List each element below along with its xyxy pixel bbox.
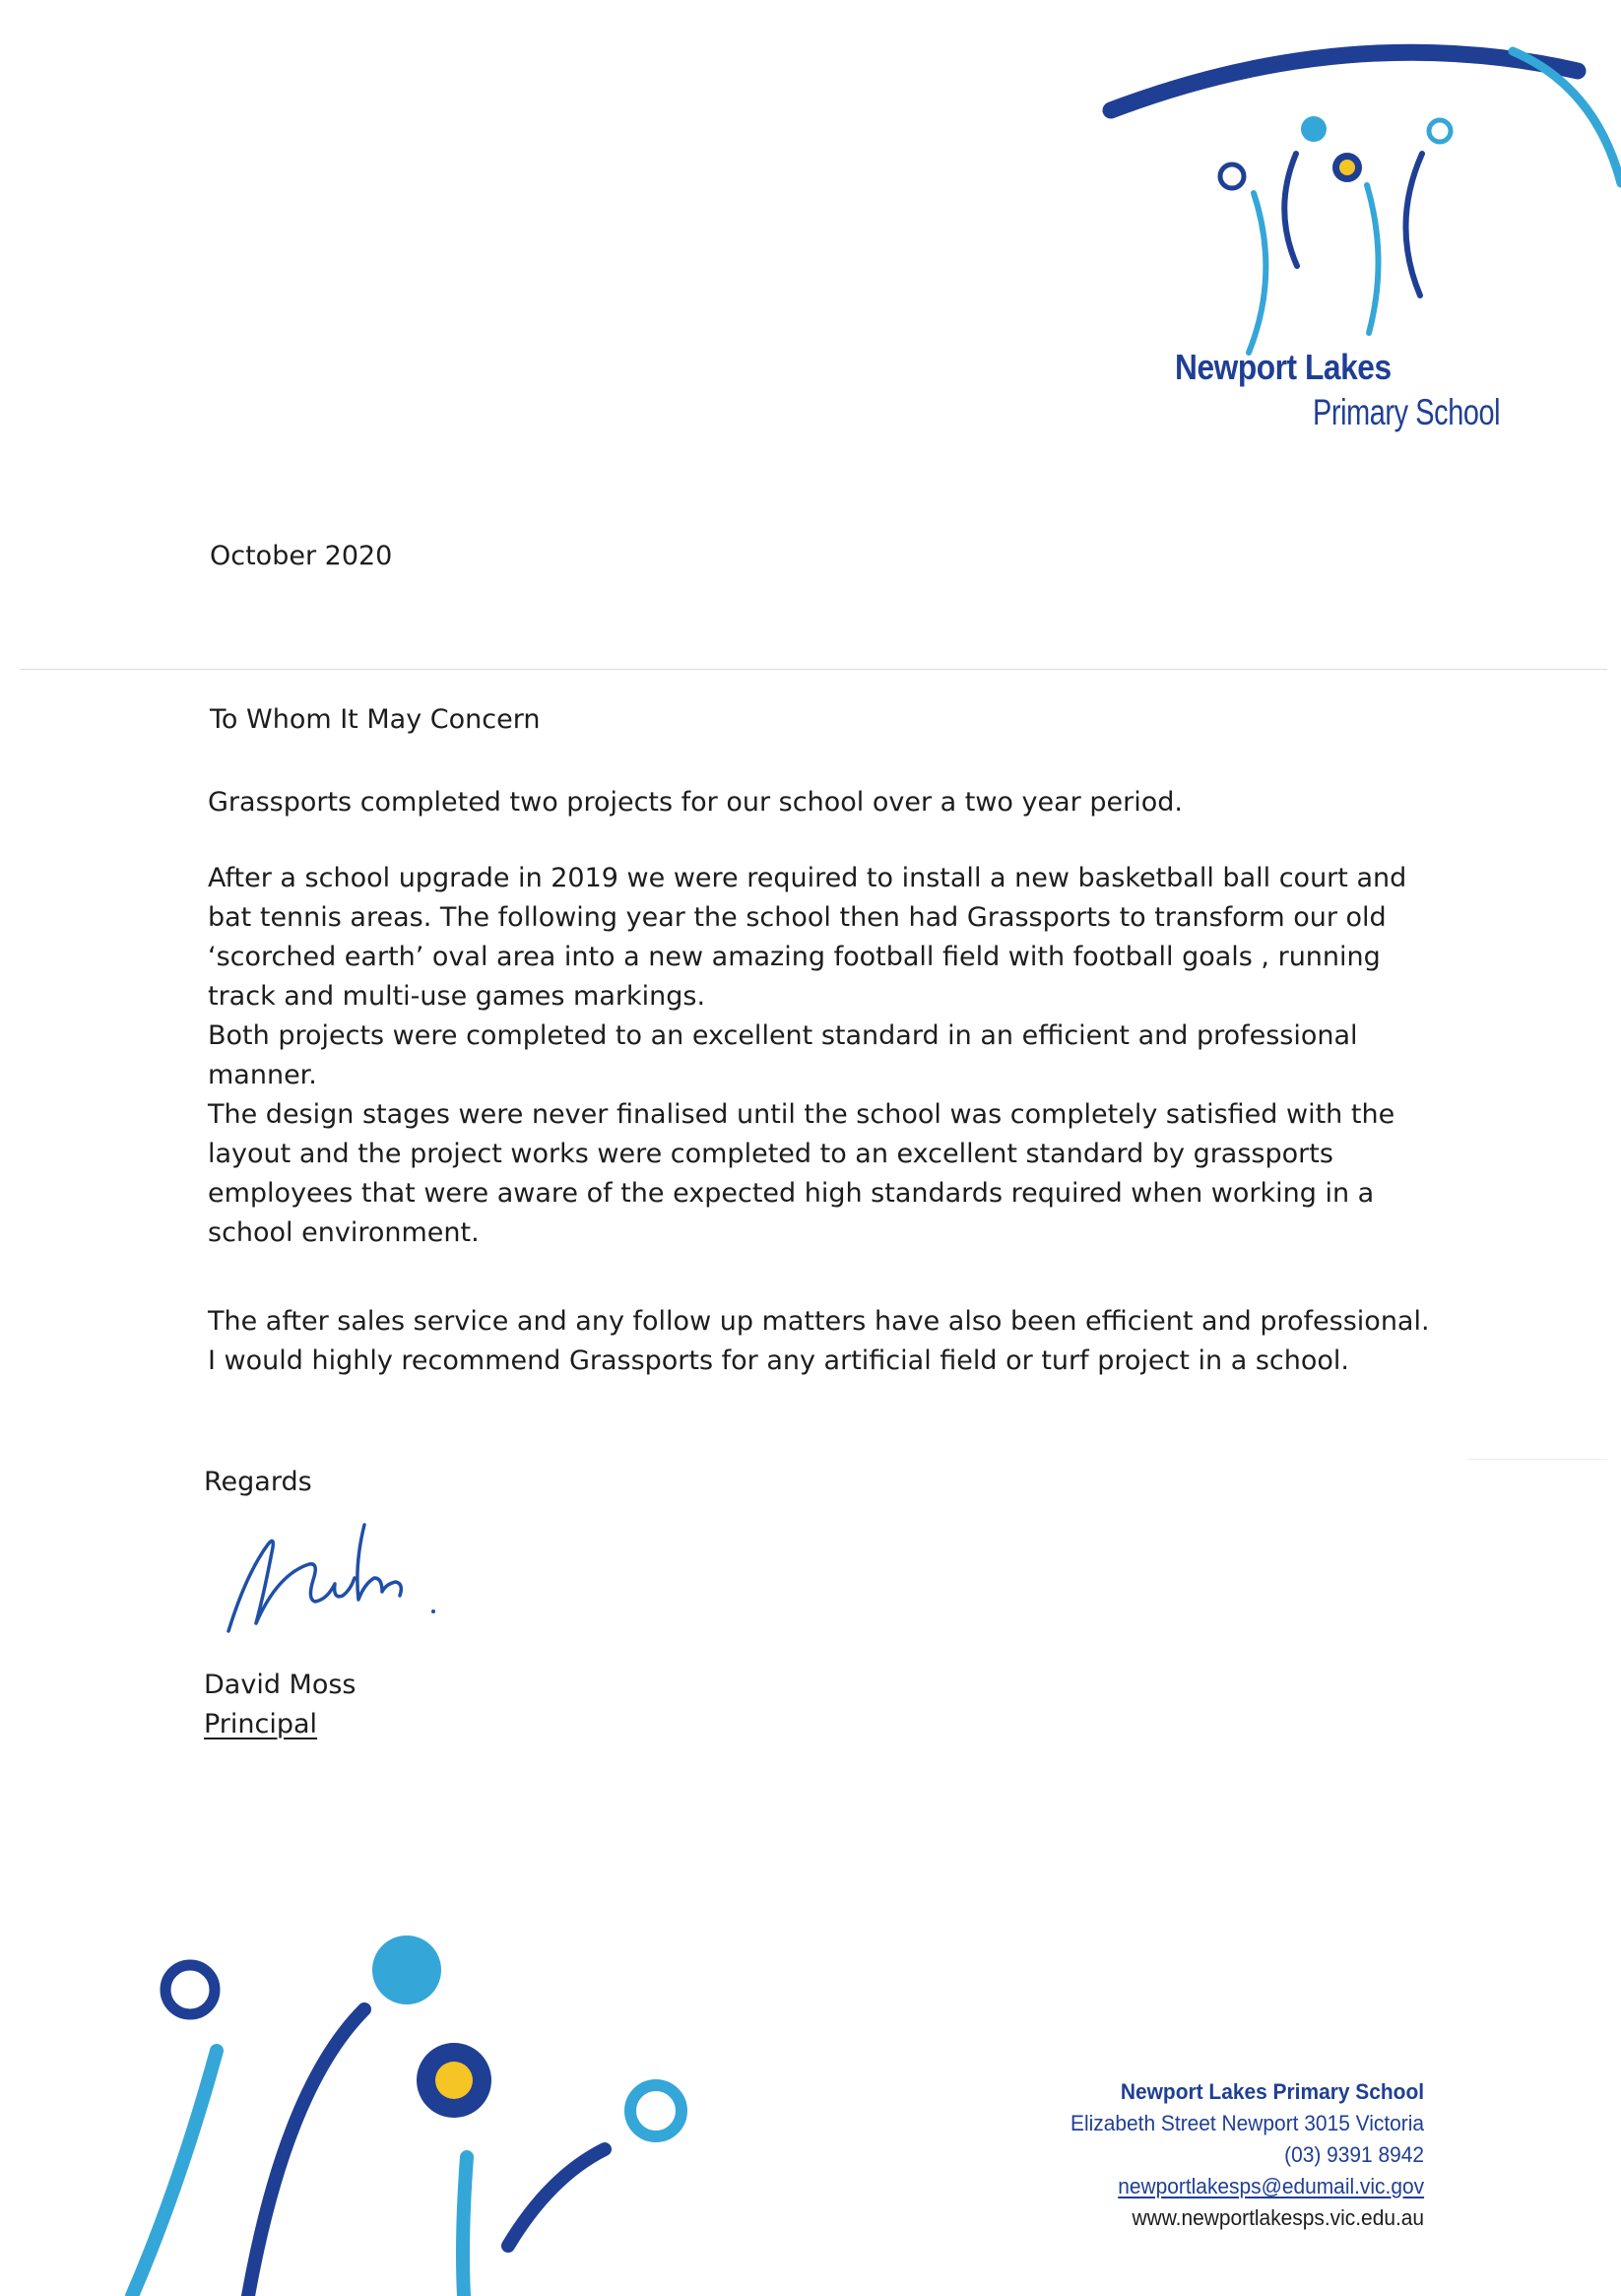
footer-school-name: Newport Lakes Primary School bbox=[1120, 2079, 1424, 2104]
letterhead-school-name: Newport Lakes bbox=[1175, 347, 1392, 387]
footer-website: www.newportlakesps.vic.edu.au bbox=[1132, 2205, 1424, 2230]
closing: Regards bbox=[204, 1467, 312, 1497]
footer-email-link[interactable]: newportlakesps@edumail.vic.gov bbox=[1118, 2174, 1424, 2198]
signer-title: Principal bbox=[204, 1709, 318, 1739]
salutation: To Whom It May Concern bbox=[210, 704, 541, 735]
letter-paragraph bbox=[208, 1302, 1478, 1381]
divider bbox=[1467, 1459, 1607, 1460]
footer-logo-icon bbox=[118, 1931, 729, 2296]
signature-icon bbox=[217, 1505, 453, 1643]
letter-paragraph bbox=[208, 783, 1478, 822]
paragraph-text: After a school upgrade in 2019 we were required to install a new basketball ball court and bat tennis areas. The following year the school then had Grassports to transform our old ‘scorched earth’ oval area into a new amazing football field with football goals , running track and multi-use games markings. Both projects were completed to an excellent standard in an efficient and professional manner. The design stages were never finalised until the school was completely satisfied with the layout and the project works were completed to an excellent standard by grassports employees that were aware of the expected high standards required when working in a school environment. bbox=[208, 863, 1407, 1248]
school-logo-icon bbox=[1093, 37, 1621, 362]
footer-address: Elizabeth Street Newport 3015 Victoria bbox=[1070, 2111, 1424, 2135]
footer-phone: (03) 9391 8942 bbox=[1284, 2142, 1424, 2167]
letter-date: October 2020 bbox=[210, 541, 393, 571]
signer-name: David Moss bbox=[204, 1670, 357, 1700]
divider bbox=[20, 669, 1607, 670]
letter-paragraph bbox=[208, 859, 1478, 1253]
paragraph-text: The after sales service and any follow up matters have also been efficient and professional. I would highly recommend Grassports for any artificial field or turf project in a school. bbox=[208, 1306, 1430, 1376]
paragraph-text: Grassports completed two projects for our school over a two year period. bbox=[208, 787, 1183, 818]
letterhead-school-type: Primary School bbox=[1313, 392, 1501, 432]
footer-contact-block bbox=[1044, 2076, 1424, 2234]
